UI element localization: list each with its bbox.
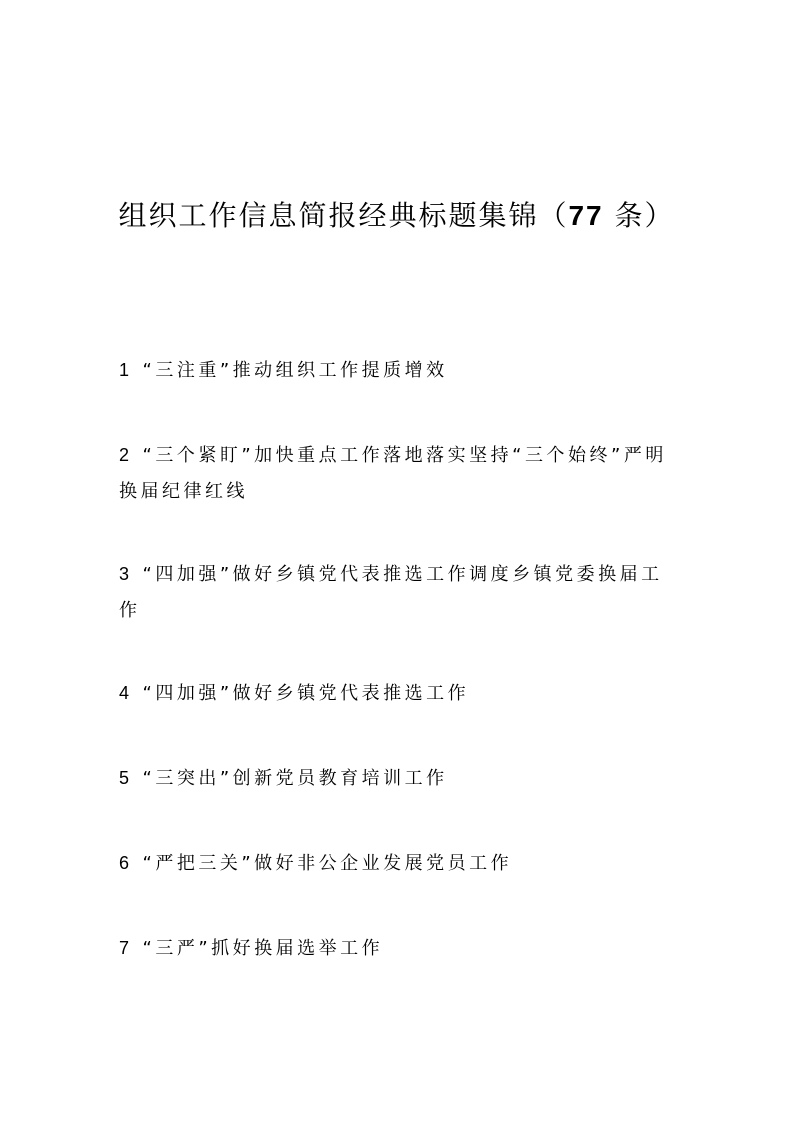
title-prefix: 组织工作信息简报经典标题集锦（ xyxy=(118,199,569,232)
item-index: 1 xyxy=(119,360,133,380)
item-text: “四加强”做好乡镇党代表推选工作 xyxy=(142,683,470,704)
item-index: 7 xyxy=(119,938,133,958)
document-title xyxy=(0,196,793,236)
item-text: “三严”抓好换届选举工作 xyxy=(142,938,384,959)
item-index: 5 xyxy=(119,768,133,788)
list-item xyxy=(119,352,679,389)
item-text: “三个紧盯”加快重点工作落地落实坚持“三个始终”严明换届纪律红线 xyxy=(119,445,667,502)
list-item xyxy=(119,760,679,797)
list-item xyxy=(119,556,679,629)
item-index: 2 xyxy=(119,445,133,465)
title-suffix: 条） xyxy=(603,199,675,232)
title-count: 77 xyxy=(568,200,604,231)
list-item xyxy=(119,675,679,712)
list-item xyxy=(119,845,679,882)
item-text: “三突出”创新党员教育培训工作 xyxy=(142,768,448,789)
item-text: “四加强”做好乡镇党代表推选工作调度乡镇党委换届工作 xyxy=(119,564,663,621)
list-item xyxy=(119,437,679,510)
item-text: “三注重”推动组织工作提质增效 xyxy=(142,360,448,381)
item-text: “严把三关”做好非公企业发展党员工作 xyxy=(142,853,513,874)
item-index: 4 xyxy=(119,683,133,703)
item-index: 3 xyxy=(119,564,133,584)
item-index: 6 xyxy=(119,853,133,873)
headline-list xyxy=(119,352,679,967)
list-item xyxy=(119,930,679,967)
